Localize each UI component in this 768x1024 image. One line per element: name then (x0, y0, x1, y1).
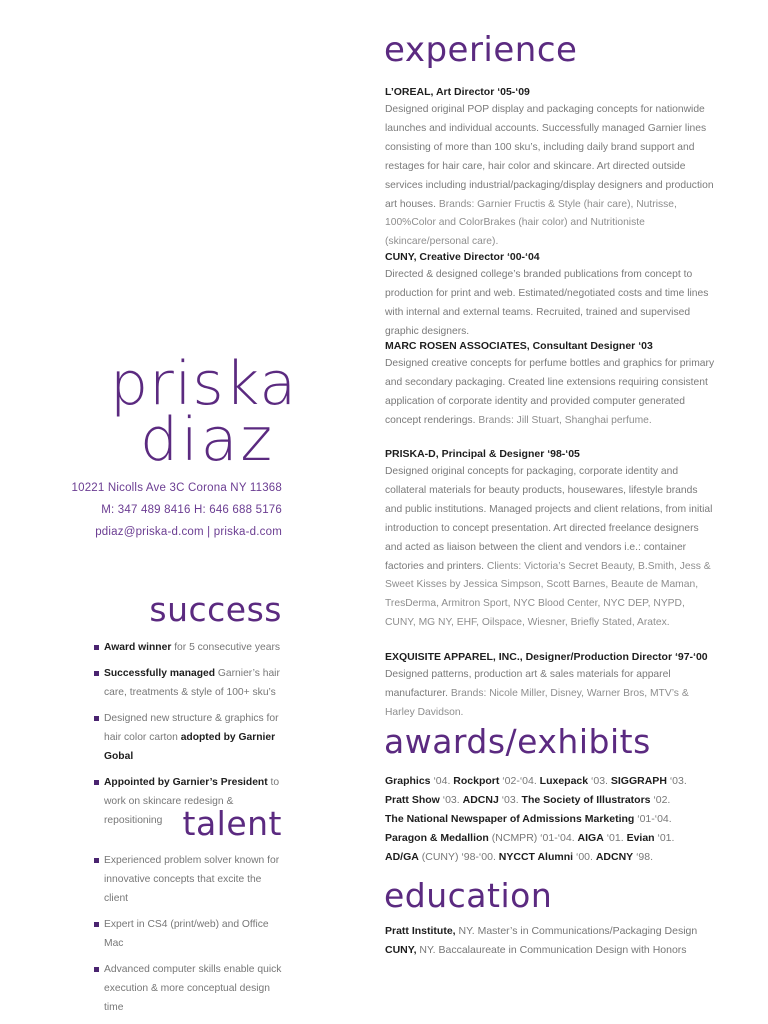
success-item: Appointed by Garnier’s President to work on skincare redesign & repositioning (94, 773, 284, 830)
job-title: PRISKA-D, Principal & Designer ‘98-‘05 (385, 448, 580, 460)
success-heading: success (149, 590, 282, 629)
awards-list (385, 772, 745, 867)
name-last: diaz (140, 405, 276, 475)
job-description: Designed creative concepts for perfume bottles and graphics for primary and secondary packaging. Created line extensions requiring consistent application of corporate identity and provided computer generated concept renderings. Brands: Jill Stuart, Shanghai perfume. (385, 358, 715, 426)
awards-heading: awards/exhibits (384, 722, 651, 761)
education-item: CUNY, NY. Baccalaureate in Communication Design with Honors (385, 944, 687, 956)
education-heading: education (384, 876, 553, 915)
bullet-icon (94, 922, 99, 927)
job-exquisite-apparel (385, 651, 715, 723)
job-brands: Brands: Jill Stuart, Shanghai perfume. (478, 414, 652, 426)
bullet-icon (94, 780, 99, 785)
success-item: Designed new structure & graphics for hair color carton adopted by Garnier Gobal (94, 709, 284, 766)
job-title: L’OREAL, Art Director ‘05-‘09 (385, 86, 530, 98)
award-line: Graphics ‘04. Rockport ‘02-‘04. Luxepack ‘03. SIGGRAPH ‘03. (385, 775, 687, 787)
job-title: EXQUISITE APPAREL, INC., Designer/Production Director ‘97-‘00 (385, 651, 708, 663)
bullet-icon (94, 671, 99, 676)
bullet-icon (94, 645, 99, 650)
phone-numbers: M: 347 489 8416 H: 646 688 5176 (101, 504, 282, 516)
name-first: priska (110, 349, 298, 419)
talent-list (94, 851, 286, 1024)
bullet-icon (94, 858, 99, 863)
job-description: Designed patterns, production art & sales materials for apparel manufacturer. Brands: Nicole Miller, Disney, Warner Bros, MTV’s & Harley Davidson. (385, 669, 689, 718)
talent-item: Expert in CS4 (print/web) and Office Mac (94, 915, 286, 953)
success-item: Award winner for 5 consecutive years (94, 638, 284, 657)
success-item: Successfully managed Garnier’s hair care, treatments & style of 100+ sku’s (94, 664, 284, 702)
job-title: MARC ROSEN ASSOCIATES, Consultant Designer ‘03 (385, 340, 653, 352)
job-description: Designed original concepts for packaging, corporate identity and collateral materials for beauty products, housewares, lifestyle brands and public institutions. Managed projects and client relations, from initial introduction to concept presentation. Art directed freelance designers and acted as liaison between the client and vendors i.e.: container factories and printers. Clients: Victoria’s Secret Beauty, B.Smith, Jess & Sweet Kisses by Jessica Simpson, Scott Barnes, Beaute de Maman, TresDerma, Armitron Sport, NYC Blood Center, NYC DEP, NYPD, CUNY, MG NY, EHF, Oilspace, Wiesner, Briefly Stated, Aratex. (385, 466, 713, 629)
job-priska-d (385, 448, 715, 633)
talent-item: Experienced problem solver known for innovative concepts that excite the client (94, 851, 286, 908)
address: 10221 Nicolls Ave 3C Corona NY 11368 (71, 482, 282, 494)
job-brands: Brands: Garnier Fructis & Style (hair care), Nutrisse, 100%Color and ColorBrakes (hair color) and Nutritioniste (skincare/personal care). (385, 198, 677, 248)
job-description: Directed & designed college’s branded publications from concept to production for print and web. Estimated/negotiated costs and time lines with internal and external teams. Recruited, trained and supervised graphic designers. (385, 269, 709, 337)
talent-heading: talent (182, 804, 282, 843)
education-item: Pratt Institute, NY. Master’s in Communications/Packaging Design (385, 925, 698, 937)
award-line: The National Newspaper of Admissions Marketing ‘01-‘04. (385, 813, 672, 825)
job-cuny (385, 251, 715, 342)
email-website-link[interactable]: pdiaz@priska-d.com | priska-d.com (95, 526, 282, 538)
award-line: AD/GA (CUNY) ‘98-‘00. NYCCT Alumni ‘00. ADCNY ‘98. (385, 851, 654, 863)
job-description: Designed original POP display and packaging concepts for nationwide launches and individual accounts. Successfully managed Garnier lines consisting of more than 100 sku’s, including daily brand support and restages for hair care, hair color and skincare. Art directed outside services including industrial/packaging/display designers and production art houses. Brands: Garnier Fructis & Style (hair care), Nutrisse, 100%Color and ColorBrakes (hair color) and Nutritioniste (skincare/personal care). (385, 104, 714, 248)
job-loreal (385, 86, 715, 252)
contact-block (62, 477, 282, 543)
job-brands: Brands: Nicole Miller, Disney, Warner Bros, MTV’s & Harley Davidson. (385, 687, 689, 718)
award-line: Pratt Show ‘03. ADCNJ ‘03. The Society of Illustrators ‘02. (385, 794, 671, 806)
award-line: Paragon & Medallion (NCMPR) ‘01-‘04. AIGA ‘01. Evian ‘01. (385, 832, 675, 844)
job-clients: Clients: Victoria’s Secret Beauty, B.Smith, Jess & Sweet Kisses by Jessica Simpson, Scott Barnes, Beaute de Maman, TresDerma, Armitron Sport, NYC Blood Center, NYC DEP, NYPD, CUNY, MG NY, EHF, Oilspace, Wiesner, Briefly Stated, Aratex. (385, 560, 711, 629)
education-list (385, 922, 755, 960)
talent-item: Advanced computer skills enable quick execution & more conceptual design time (94, 960, 286, 1017)
experience-heading: experience (384, 30, 578, 70)
job-title: CUNY, Creative Director ‘00-‘04 (385, 251, 540, 263)
bullet-icon (94, 716, 99, 721)
bullet-icon (94, 967, 99, 972)
job-marc-rosen (385, 340, 715, 431)
